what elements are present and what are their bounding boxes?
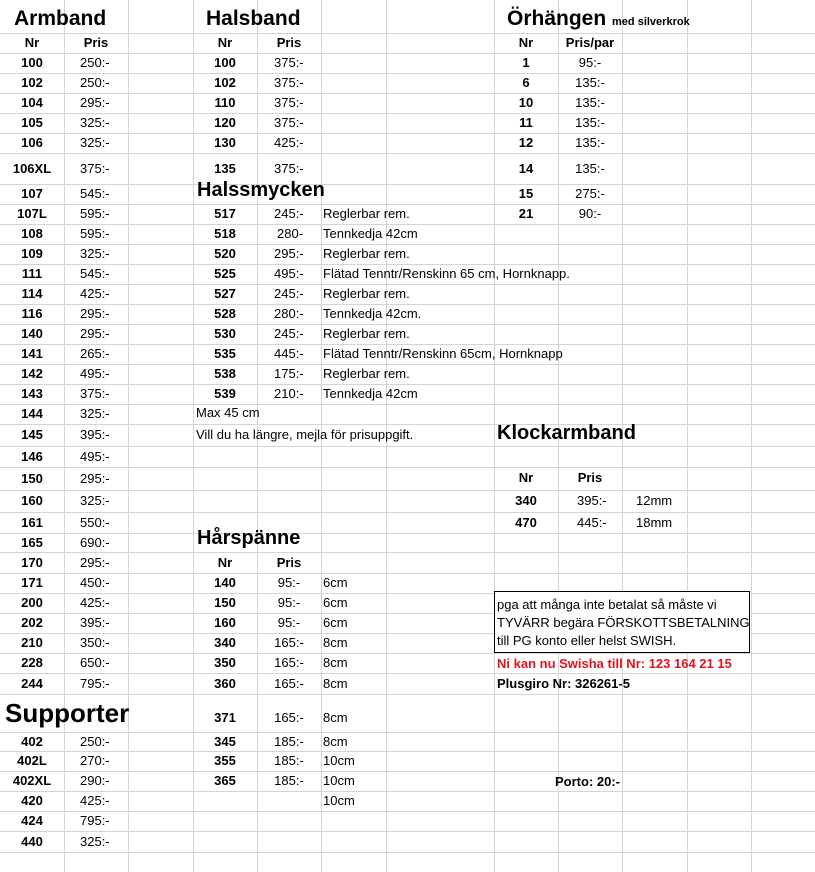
halssmycken-item-nr: 539 [214,386,236,401]
armband-item-pris: 595:- [80,206,110,221]
harspanne-item-size: 10cm [323,793,355,808]
harspanne-item-nr: 345 [214,734,236,749]
supporter-item-nr: 402L [17,753,47,768]
armband-item-pris: 450:- [80,575,110,590]
supporter-title: Supporter [5,698,130,728]
armband-item-nr: 109 [21,246,43,261]
armband-item-pris: 295:- [80,306,110,321]
halsband-col-pris: Pris [276,35,302,50]
armband-item-pris: 395:- [80,615,110,630]
halssmycken-item-pris: 295:- [274,246,304,261]
halssmycken-note-length: Max 45 cm [196,405,260,420]
armband-item-pris: 325:- [80,246,110,261]
payment-notice-line-2: TYVÄRR begära FÖRSKOTTSBETALNING [497,615,750,630]
armband-item-nr: 114 [21,286,43,301]
armband-item-pris: 375:- [80,161,110,176]
harspanne-item-size: 8cm [323,655,348,670]
halssmycken-item-pris: 495:- [274,266,304,281]
halsband-item-pris: 375:- [274,55,304,70]
harspanne-item-nr: 140 [214,575,236,590]
halssmycken-item-nr: 535 [214,346,236,361]
harspanne-item-pris: 185:- [274,773,304,788]
armband-item-pris: 325:- [80,493,110,508]
orhangen-item-nr: 10 [518,95,534,110]
armband-item-nr: 228 [21,655,43,670]
harspanne-item-nr: 150 [214,595,236,610]
armband-item-pris: 325:- [80,135,110,150]
halssmycken-item-pris: 245:- [274,286,304,301]
armband-item-pris: 250:- [80,75,110,90]
armband-item-pris: 425:- [80,286,110,301]
halssmycken-item-pris: 280- [277,226,304,241]
halssmycken-item-nr: 525 [214,266,236,281]
armband-item-nr: 104 [21,95,43,110]
armband-item-pris: 795:- [80,676,110,691]
supporter-item-pris: 290:- [80,773,110,788]
harspanne-item-pris: 165:- [274,635,304,650]
supporter-item-nr: 402 [21,734,43,749]
orhangen-col-pris: Pris/par [565,35,615,50]
armband-item-pris: 375:- [80,386,110,401]
armband-item-nr: 106 [21,135,43,150]
halssmycken-item-desc: Tennkedja 42cm [323,386,418,401]
armband-item-nr: 145 [21,427,43,442]
klockarmband-item-pris: 445:- [577,515,607,530]
armband-item-pris: 295:- [80,95,110,110]
armband-item-nr: 116 [21,306,43,321]
orhangen-item-nr: 21 [518,206,534,221]
armband-item-nr: 143 [21,386,43,401]
armband-item-pris: 595:- [80,226,110,241]
armband-item-nr: 142 [21,366,43,381]
halssmycken-item-desc: Flätad Tenntr/Renskinn 65cm, Hornknapp [323,346,563,361]
armband-item-pris: 325:- [80,115,110,130]
harspanne-item-nr: 350 [214,655,236,670]
harspanne-item-size: 6cm [323,615,348,630]
orhangen-item-pris: 135:- [575,161,605,176]
halssmycken-item-pris: 175:- [274,366,304,381]
klockarmband-col-nr: Nr [518,470,534,485]
armband-item-nr: 100 [21,55,43,70]
harspanne-item-size: 6cm [323,595,348,610]
payment-notice-line-1: pga att många inte betalat så måste vi [497,597,717,612]
armband-item-pris: 495:- [80,366,110,381]
halssmycken-item-desc: Flätad Tenntr/Renskinn 65 cm, Hornknapp. [323,266,570,281]
orhangen-subtitle: med silverkrok [612,16,690,28]
halssmycken-item-pris: 245:- [274,206,304,221]
halssmycken-item-nr: 517 [214,206,236,221]
halsband-item-pris: 375:- [274,115,304,130]
armband-item-nr: 140 [21,326,43,341]
armband-col-nr: Nr [24,35,40,50]
armband-item-pris: 545:- [80,266,110,281]
orhangen-item-nr: 6 [522,75,530,90]
armband-item-pris: 495:- [80,449,110,464]
armband-item-pris: 295:- [80,471,110,486]
armband-item-nr: 244 [21,676,43,691]
armband-item-nr: 170 [21,555,43,570]
orhangen-col-nr: Nr [518,35,534,50]
harspanne-item-size: 8cm [323,710,348,725]
orhangen-item-nr: 11 [519,115,533,130]
halsband-item-nr: 135 [214,161,236,176]
orhangen-item-pris: 135:- [575,75,605,90]
halssmycken-item-nr: 527 [214,286,236,301]
harspanne-item-size: 6cm [323,575,348,590]
harspanne-item-size: 10cm [323,773,355,788]
harspanne-item-nr: 160 [214,615,236,630]
orhangen-title-text: Örhängen [507,7,607,30]
armband-item-pris: 425:- [80,595,110,610]
armband-item-pris: 295:- [80,326,110,341]
klockarmband-item-size: 18mm [636,515,673,530]
halssmycken-item-pris: 280:- [274,306,304,321]
supporter-item-nr: 424 [21,813,43,828]
plusgiro-number: Plusgiro Nr: 326261-5 [497,676,630,691]
halssmycken-item-pris: 445:- [274,346,304,361]
armband-title: Armband [14,7,107,30]
halsband-item-pris: 375:- [274,95,304,110]
halsband-title: Halsband [206,7,301,30]
armband-col-pris: Pris [83,35,109,50]
armband-item-nr: 111 [21,266,43,281]
armband-item-pris: 545:- [80,186,110,201]
armband-item-nr: 146 [21,449,43,464]
armband-item-nr: 108 [21,226,43,241]
halssmycken-item-pris: 210:- [274,386,304,401]
armband-item-nr: 144 [21,406,43,421]
halsband-item-pris: 375:- [274,161,304,176]
armband-item-pris: 550:- [80,515,110,530]
halssmycken-item-desc: Reglerbar rem. [323,206,410,221]
harspanne-item-pris: 95:- [277,575,301,590]
harspanne-item-nr: 340 [214,635,236,650]
halsband-item-pris: 375:- [274,75,304,90]
armband-item-pris: 350:- [80,635,110,650]
harspanne-item-nr: 360 [214,676,236,691]
armband-item-pris: 295:- [80,555,110,570]
halssmycken-note-contact: Vill du ha längre, mejla för prisuppgift. [196,427,414,442]
supporter-item-nr: 420 [21,793,43,808]
halssmycken-item-pris: 245:- [274,326,304,341]
harspanne-item-nr: 365 [214,773,236,788]
orhangen-item-nr: 1 [522,55,530,70]
halsband-item-nr: 100 [214,55,236,70]
harspanne-item-nr: 371 [214,710,236,725]
armband-item-pris: 325:- [80,406,110,421]
supporter-item-nr: 402XL [12,773,52,788]
halssmycken-item-desc: Reglerbar rem. [323,246,410,261]
orhangen-item-pris: 135:- [575,95,605,110]
halsband-item-nr: 110 [214,95,236,110]
orhangen-item-nr: 14 [518,161,534,176]
orhangen-title [507,6,690,35]
armband-item-nr: 160 [21,493,43,508]
halssmycken-item-desc: Tennkedja 42cm [323,226,418,241]
halsband-item-nr: 102 [214,75,236,90]
porto-price: Porto: 20:- [555,774,620,789]
armband-item-nr: 102 [21,75,43,90]
orhangen-item-pris: 135:- [575,135,605,150]
klockarmband-item-pris: 395:- [577,493,607,508]
supporter-item-pris: 270:- [80,753,110,768]
armband-item-nr: 210 [21,635,43,650]
halssmycken-item-nr: 520 [214,246,236,261]
klockarmband-item-nr: 340 [515,493,537,508]
armband-item-nr: 202 [21,615,43,630]
orhangen-item-nr: 15 [518,186,534,201]
swish-number: Ni kan nu Swisha till Nr: 123 164 21 15 [497,656,732,671]
orhangen-item-nr: 12 [518,135,534,150]
armband-item-nr: 105 [21,115,43,130]
harspanne-col-pris: Pris [276,555,302,570]
armband-item-nr: 200 [21,595,43,610]
halsband-item-nr: 120 [214,115,236,130]
payment-notice-box [494,591,750,653]
harspanne-item-pris: 165:- [274,710,304,725]
supporter-item-nr: 440 [21,834,43,849]
payment-notice-line-3: till PG konto eller helst SWISH. [497,633,677,648]
armband-item-nr: 161 [21,515,43,530]
halssmycken-item-nr: 530 [214,326,236,341]
halsband-col-nr: Nr [217,35,233,50]
halssmycken-title: Halssmycken [197,179,325,201]
armband-item-nr: 107L [17,206,47,221]
halssmycken-item-nr: 528 [214,306,236,321]
supporter-item-pris: 250:- [80,734,110,749]
armband-item-nr: 107 [21,186,43,201]
orhangen-item-pris: 90:- [578,206,602,221]
klockarmband-item-size: 12mm [636,493,673,508]
armband-item-pris: 690:- [80,535,110,550]
harspanne-item-pris: 165:- [274,676,304,691]
armband-item-pris: 650:- [80,655,110,670]
halssmycken-item-desc: Tennkedja 42cm. [323,306,422,321]
armband-item-nr: 141 [21,346,43,361]
klockarmband-col-pris: Pris [577,470,603,485]
armband-item-nr: 171 [21,575,43,590]
orhangen-item-pris: 95:- [578,55,602,70]
harspanne-item-pris: 95:- [277,595,301,610]
halssmycken-item-desc: Reglerbar rem. [323,366,410,381]
supporter-item-pris: 425:- [80,793,110,808]
halsband-item-nr: 130 [214,135,236,150]
armband-item-nr: 106XL [12,161,52,176]
armband-item-pris: 250:- [80,55,110,70]
harspanne-item-pris: 95:- [277,615,301,630]
harspanne-item-size: 10cm [323,753,355,768]
armband-item-pris: 395:- [80,427,110,442]
harspanne-item-pris: 165:- [274,655,304,670]
halssmycken-item-nr: 538 [214,366,236,381]
harspanne-title: Hårspänne [197,527,301,549]
halsband-item-pris: 425:- [274,135,304,150]
harspanne-item-pris: 185:- [274,734,304,749]
harspanne-item-size: 8cm [323,635,348,650]
harspanne-item-nr: 355 [214,753,236,768]
armband-item-nr: 165 [21,535,43,550]
harspanne-item-pris: 185:- [274,753,304,768]
halssmycken-item-desc: Reglerbar rem. [323,326,410,341]
halssmycken-item-nr: 518 [214,226,236,241]
harspanne-col-nr: Nr [217,555,233,570]
armband-item-pris: 265:- [80,346,110,361]
armband-item-nr: 150 [21,471,43,486]
harspanne-item-size: 8cm [323,734,348,749]
orhangen-item-pris: 275:- [575,186,605,201]
orhangen-item-pris: 135:- [575,115,605,130]
harspanne-item-size: 8cm [323,676,348,691]
klockarmband-item-nr: 470 [515,515,537,530]
halssmycken-item-desc: Reglerbar rem. [323,286,410,301]
klockarmband-title: Klockarmband [497,422,636,444]
supporter-item-pris: 795:- [80,813,110,828]
supporter-item-pris: 325:- [80,834,110,849]
